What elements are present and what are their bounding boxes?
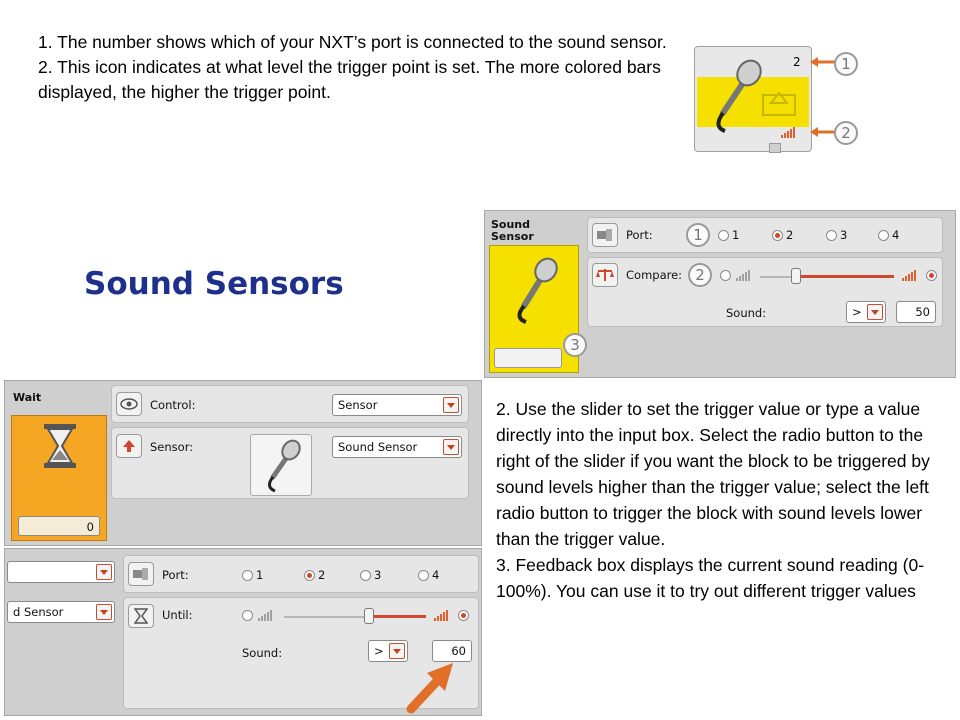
wait-port-3-label: 3 xyxy=(374,568,382,582)
port-plug-icon xyxy=(592,223,618,247)
trigger-up-icon xyxy=(761,85,797,117)
wait-operator-value: > xyxy=(374,644,384,658)
feedback-description: 3. Feedback box displays the current sound reading (0-100%). You can use it to try out different trigger values xyxy=(496,555,925,601)
sensor-dropdown[interactable] xyxy=(332,436,462,458)
control-value: Sensor xyxy=(338,398,378,412)
wait-port-2-label: 2 xyxy=(318,568,326,582)
wait-port-1-label: 1 xyxy=(256,568,264,582)
port-2-radio[interactable] xyxy=(772,230,783,241)
callout-2: 2 xyxy=(834,121,858,145)
wait-port-row xyxy=(123,555,479,593)
block-icon-plug xyxy=(769,143,781,153)
wait-port-4-label: 4 xyxy=(432,568,440,582)
wait-sensor-settings-panel xyxy=(4,548,482,716)
sensor-row xyxy=(111,427,469,499)
wait-port-label: Port: xyxy=(162,568,189,582)
block-port-number: 2 xyxy=(793,55,801,69)
wait-lower-than-radio[interactable] xyxy=(242,610,253,621)
microphone-icon xyxy=(504,254,564,324)
wait-port-3-radio[interactable] xyxy=(360,570,371,581)
chevron-down-icon[interactable] xyxy=(96,604,112,620)
chevron-down-icon[interactable] xyxy=(867,304,883,320)
until-label: Until: xyxy=(162,608,193,622)
callout-1: 1 xyxy=(834,52,858,76)
sensor-label: Sensor: xyxy=(150,440,194,454)
wait-feedback-box: 0 xyxy=(18,516,100,536)
description-top xyxy=(38,30,678,105)
low-level-bars-icon xyxy=(258,610,272,621)
high-level-bars-icon xyxy=(434,610,448,621)
compare-label: Compare: xyxy=(626,268,683,282)
microphone-icon xyxy=(257,437,305,493)
chevron-down-icon[interactable] xyxy=(443,397,459,413)
port-callout: 1 xyxy=(686,223,710,247)
sound-feedback-box xyxy=(494,348,562,368)
chevron-down-icon[interactable] xyxy=(96,564,112,580)
port-plug-icon xyxy=(128,562,154,586)
callout-3: 3 xyxy=(563,333,587,357)
sensor-preview xyxy=(250,434,312,496)
port-4-label: 4 xyxy=(892,228,900,242)
control-label: Control: xyxy=(150,398,196,412)
wait-sound-label: Sound: xyxy=(242,646,283,660)
port-description: 1. The number shows which of your NXT’s port is connected to the sound sensor. xyxy=(38,32,667,52)
high-level-bars-icon xyxy=(902,270,916,281)
pointer-arrow-icon xyxy=(403,655,463,715)
port-3-radio[interactable] xyxy=(826,230,837,241)
port-4-radio[interactable] xyxy=(878,230,889,241)
wait-block-title: Wait xyxy=(13,391,42,404)
eye-icon xyxy=(116,392,142,416)
sensor-value: Sound Sensor xyxy=(338,440,418,454)
higher-than-radio[interactable] xyxy=(926,270,937,281)
sensor-arrow-icon xyxy=(116,434,142,458)
compare-row xyxy=(587,257,943,327)
chevron-down-icon[interactable] xyxy=(443,439,459,455)
description-side xyxy=(496,396,956,604)
control-dropdown[interactable] xyxy=(332,394,462,416)
port-2-label: 2 xyxy=(786,228,794,242)
slider-description: 2. Use the slider to set the trigger value or type a value directly into the input box. Select the radio button to the right of the slider if you want the block to be triggered by sound levels higher than the trigger value; select the left radio button to trigger the block with sound levels lower than the trigger value. xyxy=(496,399,930,549)
wait-block-face xyxy=(11,415,107,541)
left-dropdown-2-value: d Sensor xyxy=(13,605,64,619)
low-level-bars-icon xyxy=(736,270,750,281)
port-label: Port: xyxy=(626,228,653,242)
wait-trigger-value-input[interactable]: 60 xyxy=(432,640,472,662)
wait-port-1-radio[interactable] xyxy=(242,570,253,581)
sound-sensor-config-panel xyxy=(484,210,956,378)
hourglass-icon xyxy=(40,422,80,470)
scale-icon xyxy=(592,263,618,287)
page-title: Sound Sensors xyxy=(84,266,344,302)
sound-sensor-block-title: Sound Sensor xyxy=(491,218,534,243)
trigger-value-input[interactable]: 50 xyxy=(896,301,936,323)
port-row xyxy=(587,217,943,253)
sound-block-icon xyxy=(694,46,812,152)
port-1-radio[interactable] xyxy=(718,230,729,241)
trigger-description: 2. This icon indicates at what level the trigger point is set. The more colored bars displayed, the higher the trigger point. xyxy=(38,57,661,102)
compare-callout: 2 xyxy=(688,263,712,287)
until-slider-fill xyxy=(369,615,426,618)
wait-config-panel xyxy=(4,380,482,546)
left-dropdown-1[interactable] xyxy=(7,561,115,583)
hourglass-small-icon xyxy=(128,604,154,628)
control-row xyxy=(111,385,469,423)
trigger-level-bars-icon xyxy=(781,127,795,138)
wait-port-4-radio[interactable] xyxy=(418,570,429,581)
wait-port-2-radio[interactable] xyxy=(304,570,315,581)
wait-higher-than-radio[interactable] xyxy=(458,610,469,621)
sound-label: Sound: xyxy=(726,306,767,320)
operator-dropdown[interactable] xyxy=(846,301,886,323)
port-3-label: 3 xyxy=(840,228,848,242)
sound-sensor-block-face xyxy=(489,245,579,373)
wait-operator-dropdown[interactable] xyxy=(368,640,408,662)
left-dropdown-2[interactable] xyxy=(7,601,115,623)
compare-slider-fill xyxy=(796,275,894,278)
until-slider-thumb[interactable] xyxy=(364,608,374,624)
compare-slider-thumb[interactable] xyxy=(791,268,801,284)
lower-than-radio[interactable] xyxy=(720,270,731,281)
port-1-label: 1 xyxy=(732,228,740,242)
operator-value: > xyxy=(852,305,862,319)
